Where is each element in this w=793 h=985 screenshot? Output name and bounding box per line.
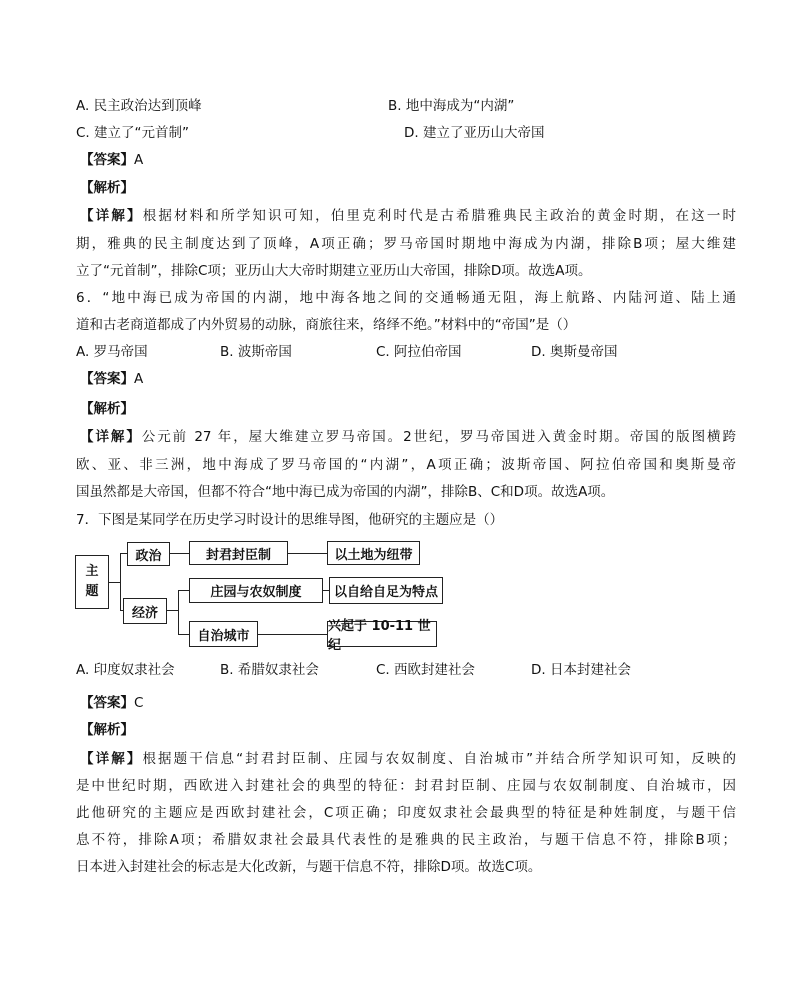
q7-analysis-label: 【解析】 — [80, 722, 134, 738]
mindmap-fief-system: 封君封臣制 — [189, 541, 288, 565]
mindmap-manor-system: 庄园与农奴制度 — [189, 578, 323, 603]
q5-option-c: C. 建立了“元首制” — [76, 125, 189, 141]
q7-option-c: C. 西欧封建社会 — [376, 662, 476, 678]
q5-answer-value: A — [134, 152, 144, 168]
q6-answer — [80, 370, 143, 388]
q7-detail-line-5: 日本进入封建社会的标志是大化改新，与题干信息不符，排除D项。故选C项。 — [76, 859, 542, 875]
mindmap-manor-note: 以自给自足为特点 — [329, 577, 443, 604]
q5-detail-line-3: 立了“元首制”，排除C项；亚历山大大帝时期建立亚历山大帝国，排除D项。故选A项。 — [76, 263, 592, 279]
q7-detail-line-4: 息不符，排除A项；希腊奴隶社会最具代表性的是雅典的民主政治，与题干信息不符，排除B项； — [76, 832, 736, 848]
q6-analysis-label: 【解析】 — [80, 401, 134, 417]
mindmap-connector — [178, 634, 189, 635]
q5-answer-label: 【答案】 — [80, 152, 134, 168]
mindmap-root: 主 题 — [75, 555, 109, 609]
q5-option-d: D. 建立了亚历山大帝国 — [404, 125, 545, 141]
q6-detail-line-1: 【详解】公元前 27 年，屋大维建立罗马帝国。2世纪，罗马帝国进入黄金时期。帝国的版图横跨 — [80, 429, 736, 445]
q7-option-d: D. 日本封建社会 — [531, 662, 631, 678]
q6-answer-value: A — [134, 371, 144, 387]
mindmap-autonomous-city: 自治城市 — [189, 621, 258, 647]
q7-option-a: A. 印度奴隶社会 — [76, 662, 175, 678]
mindmap-city-note: 兴起于 10-11 世纪 — [327, 621, 437, 647]
q7-option-b: B. 希腊奴隶社会 — [220, 662, 319, 678]
q5-detail-label: 【详解】 — [80, 208, 143, 224]
mindmap-connector — [170, 553, 189, 554]
mindmap-fief-note: 以土地为纽带 — [327, 541, 420, 565]
q5-option-b: B. 地中海成为“内湖” — [388, 98, 515, 114]
q7-detail-line-2: 是中世纪时期，西欧进入封建社会的典型的特征：封君封臣制、庄园与农奴制制度、自治城市，因 — [76, 778, 736, 794]
mindmap-connector — [120, 553, 127, 554]
q7-answer — [80, 694, 143, 712]
q6-detail-line-2: 欧、亚、非三洲，地中海成了罗马帝国的“内湖”，A项正确；波斯帝国、阿拉伯帝国和奥斯曼帝 — [76, 457, 736, 473]
mindmap-connector — [167, 610, 178, 611]
q5-detail-line-1: 【详解】根据材料和所学知识可知，伯里克利时代是古希腊雅典民主政治的黄金时期，在这一时 — [80, 208, 737, 224]
q6-option-d: D. 奥斯曼帝国 — [531, 344, 618, 360]
mindmap-connector — [178, 590, 189, 591]
q6-answer-label: 【答案】 — [80, 371, 134, 387]
q7-detail-label: 【详解】 — [80, 751, 143, 767]
q7-answer-label: 【答案】 — [80, 695, 134, 711]
mindmap-economy: 经济 — [123, 598, 167, 624]
mindmap-connector — [288, 553, 327, 554]
q6-detail-label: 【详解】 — [80, 429, 142, 445]
q5-option-a: A. 民主政治达到顶峰 — [76, 98, 202, 114]
mindmap-connector — [178, 590, 179, 634]
q6-stem-line-1: 6．“地中海已成为帝国的内湖，地中海各地之间的交通畅通无阻，海上航路、内陆河道、陆上通 — [76, 290, 736, 306]
mindmap-connector — [120, 553, 121, 610]
q7-answer-value: C — [134, 695, 144, 711]
q6-option-c: C. 阿拉伯帝国 — [376, 344, 462, 360]
q6-option-a: A. 罗马帝国 — [76, 344, 148, 360]
q7-detail-line-3: 此他研究的主题应是西欧封建社会，C项正确；印度奴隶社会最典型的特征是种姓制度，与题干信 — [76, 805, 736, 821]
mindmap-connector — [258, 634, 327, 635]
q6-detail-line-3: 国虽然都是大帝国，但都不符合“地中海已成为帝国的内湖”，排除B、C和D项。故选A项。 — [76, 484, 615, 500]
q7-detail-line-1: 【详解】根据题干信息“封君封臣制、庄园与农奴制度、自治城市”并结合所学知识可知，反映的 — [80, 751, 736, 767]
mindmap-politics: 政治 — [127, 542, 170, 566]
q5-answer — [80, 151, 143, 169]
q6-stem-line-2: 道和古老商道都成了内外贸易的动脉，商旅往来，络绎不绝。”材料中的“帝国”是（） — [76, 317, 577, 333]
q5-analysis-label: 【解析】 — [80, 180, 134, 196]
q6-option-b: B. 波斯帝国 — [220, 344, 292, 360]
q5-detail-line-2: 期，雅典的民主制度达到了顶峰，A项正确；罗马帝国时期地中海成为内湖，排除B项；屋大维建 — [76, 236, 736, 252]
mindmap-connector — [109, 582, 120, 583]
q7-stem: 7．下图是某同学在历史学习时设计的思维导图，他研究的主题应是（） — [76, 512, 504, 528]
